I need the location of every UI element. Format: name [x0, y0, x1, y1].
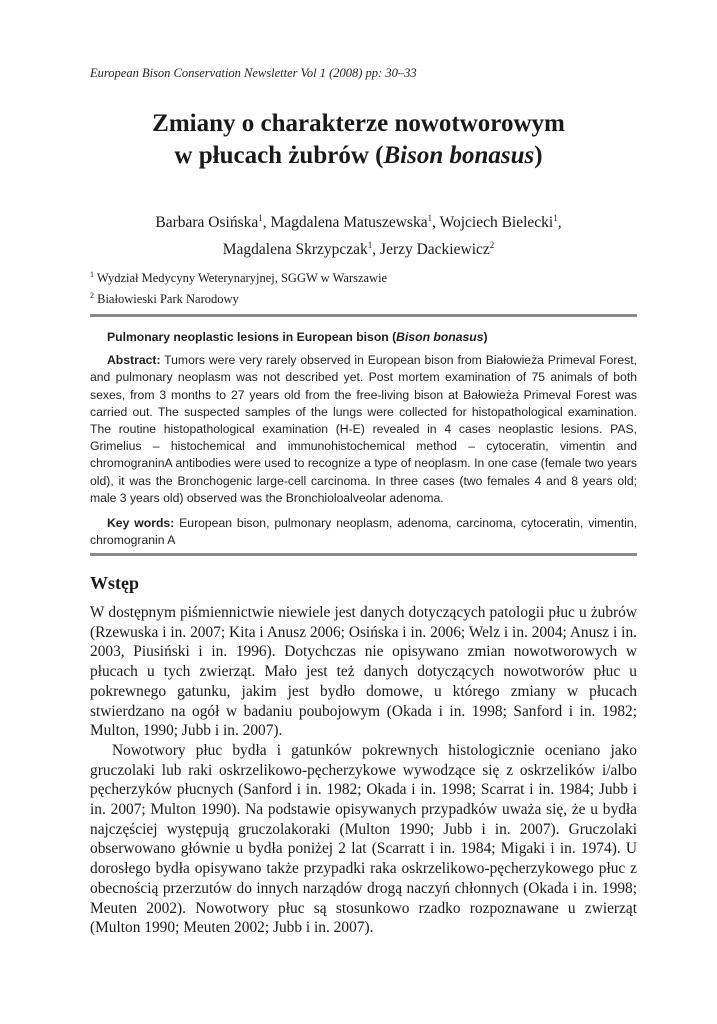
abstract-title-post: ) [483, 330, 488, 344]
author-affiliation-mark: 1 [258, 213, 263, 223]
author-affiliation-mark: 2 [489, 240, 495, 251]
abstract-body: Tumors were very rarely observed in European bison from Białowieża Primeval Forest, and pulmonary neoplasm was not described yet. Post mortem examination of 75 animals of both sexes, from 3 months to 27 years old from the free-living bison at Bałowieża Primeval Forest was carried out. The suspected samples of the lungs were collected for histopathological examination. The routine histopathological examination (H-E) revealed in 4 cases neoplastic lesions. PAS, Grimelius – histochemical and immunohistochemical method – cytoceratin, vimentin and chromograninA antibodies were used to recognize a type of neoplasm. In one case (female two years old), it was the Bronchogenic large-cell carcinoma. In three cases (two females 4 and 8 years old; male 3 years old) observed was the Bronchioloalveolar adenoma. [90, 353, 638, 505]
paragraph: Nowotwory płuc bydła i gatunków pokrewnych histologicznie oceniano jako gruczolaki lub raki oskrzelikowo-pęcherzykowe wywodzące się z oskrzelików i/albo pęcherzyków płucnych (Sanford i in. 1982; Okada i in. 1998; Scarrat i in. 1984; Jubb i in. 2007; Multon 1990). Na podstawie opisywanych przypadków uważa się, że u bydła najczęściej występują gruczolakoraki (Multon 1990; Jubb i in. 2007). Gruczolaki obserwowano głównie u bydła poniżej 2 lat (Scarratt i in. 1984; Migaki i in. 1974). U dorosłego bydła opisywano także przypadki raka oskrzelikowo-pęcherzykowego płuc z obecnością przerzutów do innych narządów drogą naczyń chłonnych (Okada i in. 1998; Meuten 2002). Nowotwory płuc są stosunkowo rzadko rozpoznawane u zwierząt (Multon 1990; Meuten 2002; Jubb i in. 2007). [90, 741, 637, 937]
author-name: Jerzy Dackiewicz [380, 241, 490, 259]
affiliation-item [90, 266, 387, 287]
author-list [60, 207, 657, 261]
author-separator: , [262, 214, 271, 232]
author-affiliation-mark: 1 [367, 240, 373, 251]
author [440, 214, 562, 231]
affiliations [90, 266, 387, 308]
abstract-bottom-rule [90, 553, 637, 556]
author [155, 214, 270, 231]
journal-header: European Bison Conservation Newsletter Vol 1 (2008) pp: 30–33 [90, 66, 417, 80]
author-separator: , [372, 241, 381, 259]
author-name: Barbara Osińska [155, 214, 259, 232]
abstract-top-rule [90, 314, 637, 317]
author-name: Magdalena Skrzypczak [222, 241, 368, 259]
affiliation-item [90, 287, 387, 308]
abstract-text [90, 352, 637, 507]
title-species: Bison bonasus [383, 142, 535, 169]
title-line-1: Zmiany o charakterze nowotworowym [152, 110, 565, 137]
keywords-text: European bison, pulmonary neoplasm, adenoma, carcinoma, cytoceratin, vimentin, chromogranin A [90, 516, 637, 548]
affiliation-text: Białowieski Park Narodowy [97, 292, 239, 307]
title-line-2-pre: w płucach żubrów ( [174, 142, 384, 169]
author-name: Magdalena Matuszewska [270, 214, 428, 232]
author [380, 241, 494, 258]
author-name: Wojciech Bielecki [439, 214, 554, 232]
keywords [90, 515, 637, 549]
author [270, 214, 439, 231]
affiliation-number: 2 [90, 291, 94, 301]
keywords-label: Key words: [107, 516, 175, 531]
affiliation-text: Wydział Medycyny Weterynaryjnej, SGGW w Warszawie [96, 271, 388, 286]
abstract-title-species: Bison bonasus [396, 330, 484, 344]
author-affiliation-mark: 1 [427, 213, 433, 223]
author-separator: , [432, 214, 440, 232]
affiliation-number: 1 [90, 270, 94, 279]
abstract-label: Abstract: [107, 353, 161, 368]
title-line-2-post: ) [534, 142, 543, 169]
abstract-title-pre: Pulmonary neoplastic lesions in European bison ( [107, 330, 397, 344]
author [223, 241, 380, 258]
article-title [60, 108, 657, 172]
author-affiliation-mark: 1 [553, 213, 558, 223]
body-text [90, 603, 637, 938]
paragraph: W dostępnym piśmiennictwie niewiele jest danych dotyczących patologii płuc u żubrów (Rzewuska i in. 2007; Kita i Anusz 2006; Osińska i in. 2006; Welz i in. 2004; Anusz i in. 2003, Piusiński i in. 1996). Dotychczas nie opisywano zmian nowotworowych w płucach u tych zwierząt. Mało jest też danych dotyczących nowotworów płuc u pokrewnego gatunku, jakim jest bydło domowe, u którego zmiany w płucach stwierdzano na ogół w badaniu poubojowym (Okada i in. 1998; Sanford i in. 1982; Multon, 1990; Jubb i in. 2007). [90, 604, 637, 740]
section-heading: Wstęp [90, 573, 139, 593]
author-separator: , [557, 214, 562, 232]
title-line-2 [60, 140, 657, 172]
abstract-box [90, 329, 637, 557]
abstract-title [90, 329, 637, 346]
